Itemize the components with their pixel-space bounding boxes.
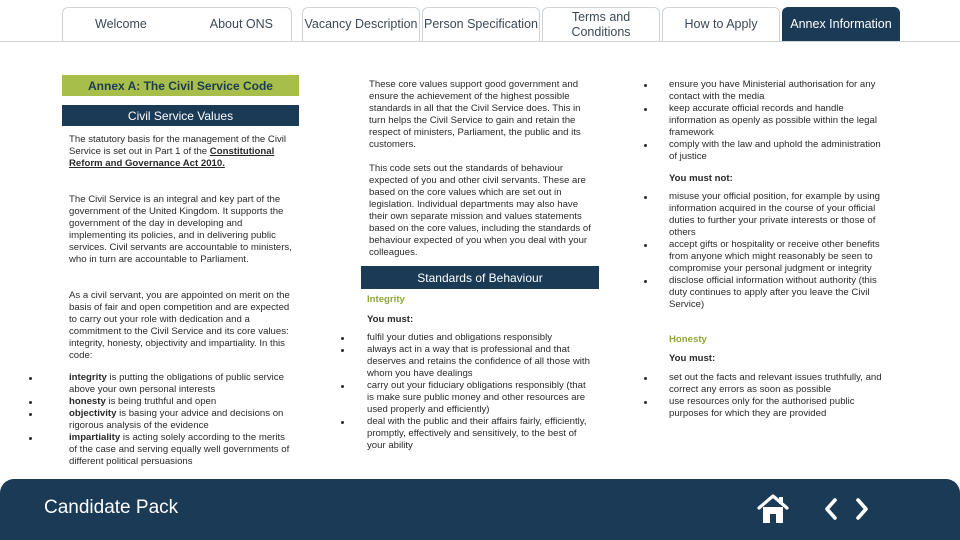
core-values-paragraph: These core values support good government and ensure the achievement of the highest possible standards in all that the Civil Service does. This in turn helps the Civil Service to gain and retain the respect of ministers, Parliament, the public and its customers. (369, 79, 581, 150)
list-item (669, 191, 889, 239)
integrity-heading: Integrity (367, 294, 405, 305)
code-standards-paragraph: This code sets out the standards of behaviour expected of you and other civil servants. These are based on the core values which are set out in legislation. Individual departments may also have their own separate mission and values statements based on the core values, including the standards of behaviour expected of you when you deal with your colleagues. (369, 163, 591, 258)
value-description: is acting solely according to the merits of the case and serving equally well governments of different political persuasions (69, 432, 290, 467)
value-term: integrity (69, 372, 107, 383)
tab-how-to-apply[interactable]: How to Apply (662, 7, 780, 41)
civil-service-values-heading: Civil Service Values (62, 105, 299, 126)
bullet-icon (29, 413, 32, 416)
integrity-must-list-continued (669, 79, 889, 163)
list-item (669, 396, 889, 420)
list-item-text: use resources only for the authorised public purposes for which they are provided (669, 396, 855, 419)
list-item (367, 416, 595, 452)
list-item (367, 380, 595, 416)
tab-about-ons[interactable]: About ONS (209, 17, 273, 31)
civil-service-paragraph: The Civil Service is an integral and key part of the government of the United Kingdom. It supports the government of the day in developing and implementing its policies, and in delivering public services. Civil servants are accountable to ministers, who in turn are accountable to Parliament. (69, 194, 292, 265)
list-item-text: set out the facts and relevant issues truthfully, and correct any errors as soon as possible (669, 372, 882, 395)
list-item-text: keep accurate official records and handle information as openly as possible within the legal framework (669, 103, 877, 138)
list-item (669, 275, 889, 311)
list-item (669, 372, 889, 396)
value-term: honesty (69, 396, 106, 407)
integrity-must-list (367, 332, 595, 452)
list-item (669, 239, 889, 275)
bullet-icon (29, 401, 32, 404)
you-must-not-heading: You must not: (669, 173, 733, 184)
list-item (669, 79, 889, 103)
list-item (367, 332, 595, 344)
tab-welcome[interactable]: Welcome (95, 17, 147, 31)
list-item (69, 408, 291, 432)
list-item-text: deal with the public and their affairs fairly, efficiently, promptly, effectively and sensitively, to the best of your ability (367, 416, 587, 451)
nav-divider (0, 41, 960, 42)
constitutional-reform-link[interactable]: Constitutional Reform and Governance Act 2010. (69, 146, 275, 169)
standards-of-behaviour-heading: Standards of Behaviour (361, 266, 599, 289)
list-item-text: fulfil your duties and obligations responsibly (367, 332, 553, 343)
honesty-must-list (669, 372, 889, 420)
list-item-text: carry out your fiduciary obligations responsibly (that is make sure public money and other resources are used properly and efficiently) (367, 380, 586, 415)
tab-person-specification[interactable]: Person Specification (422, 7, 540, 41)
bullet-icon (341, 349, 344, 352)
honesty-you-must-heading: You must: (669, 353, 716, 364)
bullet-icon (341, 337, 344, 340)
list-item (69, 372, 291, 396)
list-item-text: accept gifts or hospitality or receive other benefits from anyone which might reasonably be seen to compromise your personal judgment or integrity (669, 239, 880, 274)
home-icon[interactable] (756, 492, 790, 526)
bullet-icon (644, 377, 647, 380)
bullet-icon (644, 144, 647, 147)
honesty-heading: Honesty (669, 334, 707, 345)
you-must-heading: You must: (367, 314, 414, 325)
list-item (669, 103, 889, 139)
list-item-text: ensure you have Ministerial authorisation for any contact with the media (669, 79, 876, 102)
annex-title: Annex A: The Civil Service Code (62, 75, 299, 96)
footer-bar (0, 479, 960, 540)
value-description: is basing your advice and decisions on rigorous analysis of the evidence (69, 408, 284, 431)
nav-tab-group (62, 7, 292, 41)
bullet-icon (341, 421, 344, 424)
value-description: is being truthful and open (105, 396, 217, 407)
bullet-icon (644, 84, 647, 87)
list-item-text: misuse your official position, for example by using information acquired in the course of your official duties to further your private interests or those of others (669, 191, 880, 238)
value-description: is putting the obligations of public service above your own personal interests (69, 372, 284, 395)
tab-vacancy-description[interactable]: Vacancy Description (302, 7, 420, 41)
bullet-icon (644, 401, 647, 404)
list-item (69, 432, 291, 468)
core-values-list (69, 372, 291, 468)
list-item (367, 344, 595, 380)
bullet-icon (29, 377, 32, 380)
bullet-icon (29, 437, 32, 440)
chevron-left-icon[interactable] (820, 494, 842, 524)
bullet-icon (341, 385, 344, 388)
tab-annex-information[interactable]: Annex Information (782, 7, 900, 41)
statutory-paragraph (69, 134, 299, 170)
value-term: impartiality (69, 432, 121, 443)
integrity-must-not-list (669, 191, 889, 311)
bullet-icon (644, 196, 647, 199)
list-item-text: always act in a way that is professional and that deserves and retains the confidence of all those with whom you have dealings (367, 344, 590, 379)
chevron-right-icon[interactable] (851, 494, 873, 524)
list-item-text: comply with the law and uphold the administration of justice (669, 139, 881, 162)
tab-terms-and-conditions[interactable]: Terms and Conditions (542, 7, 660, 41)
list-item (669, 139, 889, 163)
bullet-icon (644, 280, 647, 283)
bullet-icon (644, 244, 647, 247)
list-item (69, 396, 291, 408)
value-term: objectivity (69, 408, 117, 419)
list-item-text: disclose official information without authority (this duty continues to apply after you leave the Civil Service) (669, 275, 877, 310)
civil-servant-paragraph: As a civil servant, you are appointed on merit on the basis of fair and open competition and are expected to carry out your role with dedication and a commitment to the Civil Service and its core values: integrity, honesty, objectivity and impartiality. In this code: (69, 290, 290, 361)
footer-title: Candidate Pack (44, 497, 179, 518)
statutory-text: The statutory basis for the management of the Civil Service is set out in Part 1 of the (69, 134, 287, 157)
bullet-icon (644, 108, 647, 111)
